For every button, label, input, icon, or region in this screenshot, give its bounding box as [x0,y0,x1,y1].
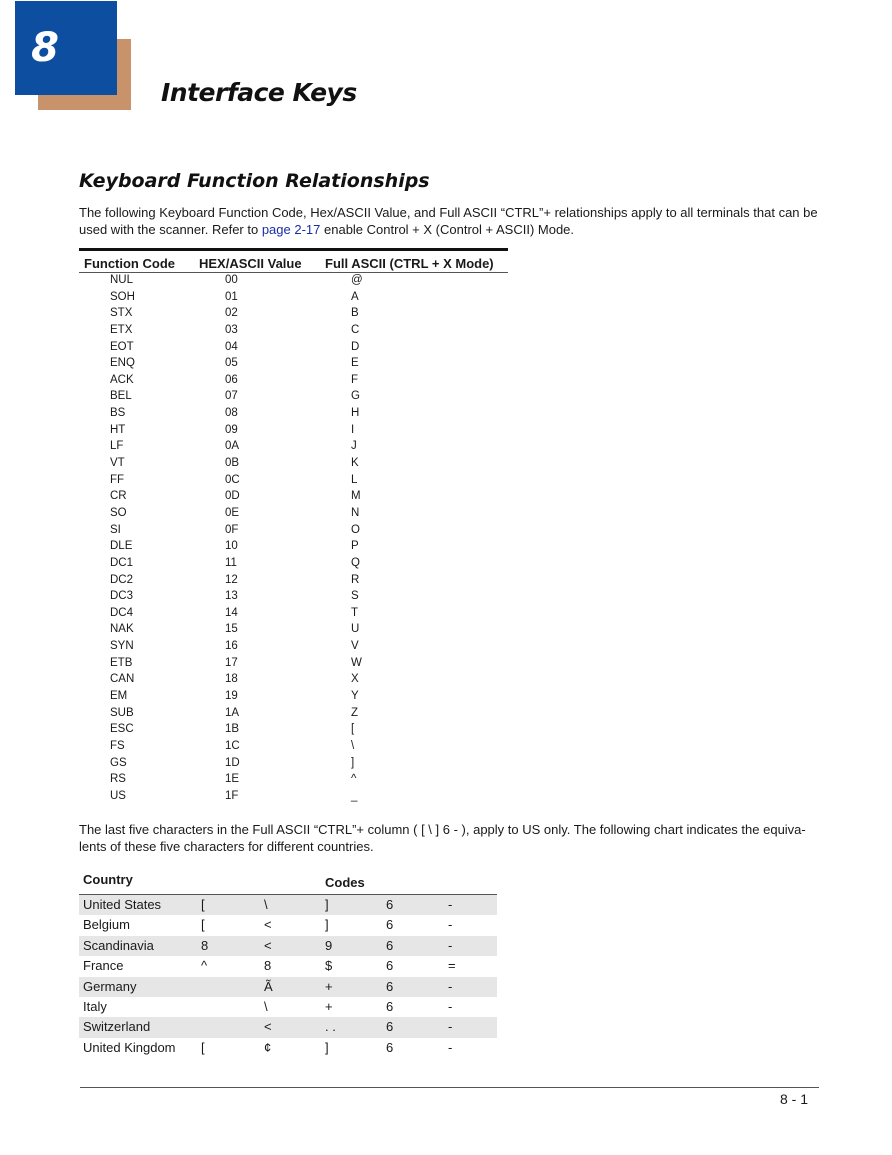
intro-paragraph [79,205,819,238]
table-row [79,977,497,997]
table-row [79,273,508,290]
ascii-ctrl-cell: G [351,390,360,403]
ascii-ctrl-cell: _ [351,789,358,802]
function-code-cell: CAN [110,673,135,686]
function-code-cell: EOT [110,340,134,353]
table-row [79,556,508,573]
function-code-cell: ETX [110,323,133,336]
hex-value-cell: 18 [225,673,238,686]
code-cell: 8 [264,958,272,974]
hex-value-cell: 17 [225,656,238,669]
ascii-ctrl-cell: Z [351,706,359,719]
table-row [79,622,508,639]
ascii-ctrl-cell: A [351,290,359,303]
code-cell: < [264,1019,272,1035]
ascii-ctrl-cell: Q [351,556,360,569]
code-cell: - [448,978,453,994]
ascii-ctrl-cell: ^ [351,773,357,786]
code-cell: \ [264,897,268,912]
function-code-cell: DC1 [110,556,134,569]
ascii-ctrl-cell: I [351,423,355,436]
ascii-ctrl-cell: P [351,540,359,553]
table-row [79,656,508,673]
table-row [79,373,508,390]
code-cell: . . [325,1019,336,1035]
code-cell: [ [201,917,205,933]
function-code-cell: EM [110,690,128,703]
ascii-ctrl-cell: N [351,506,360,519]
ascii-ctrl-cell: D [351,340,360,353]
hex-value-cell: 1E [225,773,240,786]
function-code-cell: LF [110,440,124,453]
country-codes-table [79,868,497,1058]
hex-value-cell: 14 [225,606,238,619]
function-code-cell: VT [110,457,125,470]
code-cell: Ã [264,978,273,994]
country-note-paragraph: The last five characters in the Full ASCII “CTRL”+ column ( [ \ ] 6 - ), apply to US only. The following chart indicates the equiva-lents of these five characters for different countries. [79,822,806,854]
hex-value-cell: 13 [225,590,238,603]
hex-value-cell: 09 [225,423,238,436]
function-code-cell: BEL [110,390,132,403]
hex-value-cell: 10 [225,540,238,553]
code-cell: < [264,917,272,933]
ascii-ctrl-cell: C [351,323,360,336]
country-table-rows [79,895,497,1058]
country-name-cell: Italy [83,998,107,1014]
country-table-header [79,868,497,895]
code-cell: ] [325,1039,329,1055]
table-row [79,290,508,307]
function-code-cell: HT [110,423,126,436]
table-row [79,789,508,806]
code-cell: 6 [386,1039,394,1055]
ascii-ctrl-cell: U [351,623,360,636]
function-code-cell: FF [110,473,125,486]
table-row [79,489,508,506]
page-reference-link[interactable]: page 2-17 [261,221,321,237]
table-row [79,389,508,406]
hex-value-cell: 0A [225,440,240,453]
function-code-rows [79,273,508,806]
hex-value-cell: 0B [225,457,240,470]
code-cell: - [448,897,453,912]
code-cell: = [448,958,456,974]
ascii-ctrl-cell: W [351,656,362,669]
chapter-title: Interface Keys [161,78,357,107]
function-code-cell: SYN [110,640,134,653]
code-cell: 9 [325,937,333,953]
table-row [79,956,497,976]
ascii-ctrl-cell: T [351,606,359,619]
table-row [79,672,508,689]
hex-value-cell: 06 [225,373,238,386]
country-name-cell: Belgium [83,917,130,933]
hex-value-cell: 0D [225,490,240,503]
hex-value-cell: 03 [225,323,238,336]
code-cell: [ [201,897,205,912]
hex-value-cell: 1A [225,706,240,719]
table-row [79,739,508,756]
function-code-cell: ENQ [110,357,135,370]
table-row [79,340,508,357]
table-row [79,539,508,556]
table-row [79,706,508,723]
table-row [79,473,508,490]
ascii-ctrl-cell: B [351,307,359,320]
function-code-cell: BS [110,407,126,420]
code-cell: - [448,917,453,933]
ascii-ctrl-cell: S [351,590,359,603]
section-title: Keyboard Function Relationships [79,170,430,192]
table-row [79,915,497,935]
hex-value-cell: 1C [225,739,240,752]
code-cell: \ [264,998,268,1014]
table-row [79,456,508,473]
function-code-cell: GS [110,756,127,769]
table-row [79,997,497,1017]
code-cell: 6 [386,917,394,933]
ascii-ctrl-cell: Y [351,690,359,703]
table-row [79,523,508,540]
intro-text-before-link: The following Keyboard Function Code, Hex/ASCII Value, and Full ASCII “CTRL”+ relationships apply to all terminals that can be used with the scanner. Refer to [79,205,818,237]
code-cell: < [264,937,272,953]
code-cell: - [448,937,453,953]
country-name-cell: Scandinavia [83,937,154,953]
table-row [79,356,508,373]
table-row [79,722,508,739]
table-row [79,639,508,656]
hex-value-cell: 00 [225,274,238,286]
code-cell: 6 [386,998,394,1014]
table-row [79,772,508,789]
ascii-ctrl-cell: K [351,457,359,470]
table-row [79,606,508,623]
ascii-ctrl-cell: E [351,357,359,370]
table-row [79,323,508,340]
table-row [79,439,508,456]
hex-value-cell: 12 [225,573,238,586]
ascii-ctrl-cell: ] [351,756,355,769]
hex-value-cell: 0E [225,506,240,519]
code-cell: 6 [386,1019,394,1035]
function-code-cell: STX [110,307,133,320]
table-row [79,506,508,523]
code-cell: ¢ [264,1039,272,1055]
table-row [79,306,508,323]
table-row [79,1038,497,1058]
ascii-ctrl-cell: O [351,523,360,536]
table-row [79,589,508,606]
code-cell: + [325,978,333,994]
header-country: Country [83,872,133,887]
function-code-cell: ESC [110,723,134,736]
function-code-cell: US [110,789,126,802]
function-code-cell: FS [110,739,125,752]
country-name-cell: United States [83,897,162,912]
header-hex-ascii: HEX/ASCII Value [199,256,302,271]
code-cell: 6 [386,897,394,912]
intro-text-after-link: enable Control + X (Control + ASCII) Mode. [320,221,575,237]
code-cell: - [448,1039,453,1055]
function-code-cell: DC4 [110,606,134,619]
hex-value-cell: 05 [225,357,238,370]
hex-value-cell: 08 [225,407,238,420]
hex-value-cell: 19 [225,690,238,703]
function-code-table [79,248,508,806]
ascii-ctrl-cell: J [351,440,357,453]
function-code-cell: RS [110,773,126,786]
country-name-cell: Switzerland [83,1019,151,1035]
hex-value-cell: 1B [225,723,240,736]
ascii-ctrl-cell: L [351,473,358,486]
function-code-cell: ETB [110,656,133,669]
header-full-ascii: Full ASCII (CTRL + X Mode) [325,256,494,271]
function-code-cell: SUB [110,706,134,719]
hex-value-cell: 15 [225,623,238,636]
function-code-cell: DC2 [110,573,134,586]
function-code-cell: SOH [110,290,135,303]
function-code-cell: SO [110,506,127,519]
ascii-ctrl-cell: M [351,490,361,503]
code-cell: [ [201,1039,205,1055]
table-row [79,689,508,706]
table-row [79,406,508,423]
code-cell: ^ [201,958,208,974]
hex-value-cell: 02 [225,307,238,320]
code-cell: $ [325,958,333,974]
hex-value-cell: 0C [225,473,240,486]
code-cell: ] [325,917,329,933]
hex-value-cell: 1F [225,789,239,802]
code-cell: 6 [386,978,394,994]
ascii-ctrl-cell: V [351,640,359,653]
code-cell: 6 [386,958,394,974]
hex-value-cell: 16 [225,640,238,653]
page-number: 8 - 1 [779,1091,808,1107]
ascii-ctrl-cell: [ [351,723,355,736]
code-cell: + [325,998,333,1014]
table-row [79,895,497,915]
header-function-code: Function Code [84,256,175,271]
country-name-cell: United Kingdom [83,1039,176,1055]
code-cell: 8 [201,937,209,953]
table-row [79,423,508,440]
function-code-cell: DC3 [110,590,134,603]
country-name-cell: Germany [83,978,137,994]
ascii-ctrl-cell: F [351,373,359,386]
hex-value-cell: 1D [225,756,240,769]
table-row [79,1017,497,1037]
function-code-cell: DLE [110,540,133,553]
table-row [79,756,508,773]
code-cell: - [448,1019,453,1035]
table-header-row [79,251,508,273]
country-name-cell: France [83,958,124,974]
hex-value-cell: 04 [225,340,238,353]
table-row [79,573,508,590]
function-code-cell: CR [110,490,127,503]
hex-value-cell: 0F [225,523,239,536]
footer-rule [80,1087,819,1088]
ascii-ctrl-cell: R [351,573,360,586]
ascii-ctrl-cell: X [351,673,359,686]
function-code-cell: NAK [110,623,134,636]
ascii-ctrl-cell: @ [351,274,363,286]
code-cell: 6 [386,937,394,953]
table-row [79,936,497,956]
function-code-cell: NUL [110,274,134,286]
code-cell: ] [325,897,329,912]
header-codes: Codes [325,875,365,890]
hex-value-cell: 01 [225,290,238,303]
ascii-ctrl-cell: \ [351,739,355,752]
hex-value-cell: 07 [225,390,238,403]
hex-value-cell: 11 [225,556,237,569]
function-code-cell: ACK [110,373,134,386]
chapter-number-tab: 8 [15,1,117,95]
function-code-cell: SI [110,523,121,536]
ascii-ctrl-cell: H [351,407,360,420]
code-cell: - [448,998,453,1014]
